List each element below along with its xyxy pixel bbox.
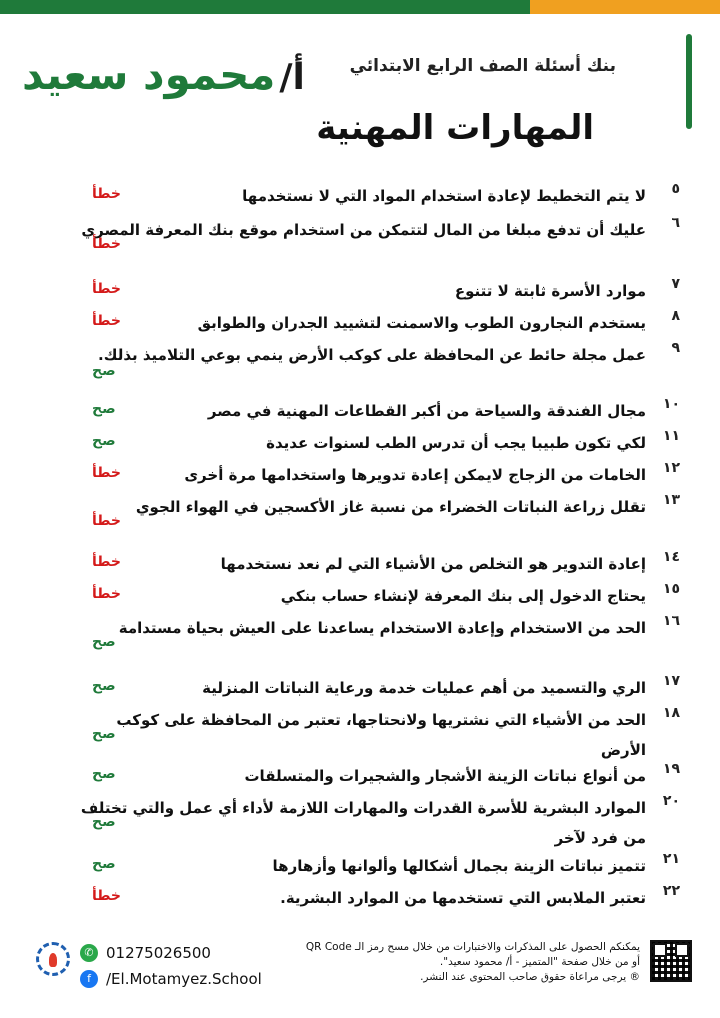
question-item (80, 581, 680, 611)
page-title: المهارات المهنية (316, 108, 594, 148)
answer-label: صح (92, 363, 116, 379)
question-item (80, 851, 680, 881)
question-number: ٩ (671, 340, 680, 356)
question-text: الحد من الأشياء التي نشتريها ولانحتاجها، تعتبر من المحافظة على كوكب الأرض (116, 711, 646, 759)
bank-title: بنك أسئلة الصف الرابع الابتدائي (349, 56, 616, 76)
qr-code-icon[interactable] (650, 940, 692, 982)
question-text: يستخدم النجارون الطوب والاسمنت لتشييد الجدران والطوابق (197, 314, 646, 332)
answer-label: خطأ (92, 313, 121, 329)
question-text: عليك أن تدفع مبلغا من المال لتتمكن من استخدام موقع بنك المعرفة المصري (81, 221, 646, 239)
question-text: يحتاج الدخول إلى بنك المعرفة لإنشاء حساب بنكي (280, 587, 646, 605)
author-prefix: أ/ (279, 57, 305, 98)
facebook-icon: f (80, 970, 98, 988)
question-number: ٢١ (662, 851, 680, 867)
question-text: الخامات من الزجاج لايمكن إعادة تدويرها واستخدامها مرة أخرى (184, 466, 646, 484)
question-text: الحد من الاستخدام وإعادة الاستخدام يساعدنا على العيش بحياة مستدامة (118, 619, 646, 637)
answer-label: خطأ (92, 236, 121, 252)
question-number: ٢٢ (662, 883, 680, 899)
question-text: تتميز نباتات الزينة بجمال أشكالها وألوانها وأزهارها (272, 857, 646, 875)
answer-label: صح (92, 856, 116, 872)
top-color-bar (0, 0, 720, 14)
question-text: تعتبر الملابس التي تستخدمها من الموارد البشرية. (280, 889, 646, 907)
footer-info-line1: يمكنكم الحصول على المذكرات والاختبارات من خلال مسح رمز الـ QR Code (305, 941, 640, 953)
footer-phone (80, 944, 211, 962)
question-text: تقلل زراعة النباتات الخضراء من نسبة غاز الأكسجين في الهواء الجوي (135, 498, 646, 516)
question-number: ١٦ (662, 613, 680, 629)
question-number: ١١ (662, 428, 680, 444)
question-text: الري والتسميد من أهم عمليات خدمة ورعاية النباتات المنزلية (202, 679, 646, 697)
answer-label: صح (92, 766, 116, 782)
question-text: لا يتم التخطيط لإعادة استخدام المواد التي لا نستخدمها (242, 187, 646, 205)
question-number: ١٠ (662, 396, 680, 412)
question-number: ١٩ (662, 761, 680, 777)
answer-label: خطأ (92, 186, 121, 202)
question-number: ١٧ (662, 673, 680, 689)
question-text: عمل مجلة حائط عن المحافظة على كوكب الأرض ينمي بوعي التلاميذ بذلك. (98, 346, 646, 364)
facebook-link[interactable]: /El.Motamyez.School (106, 970, 262, 988)
answer-label: خطأ (92, 281, 121, 297)
question-item (80, 673, 680, 703)
answer-label: صح (92, 433, 116, 449)
question-item (80, 549, 680, 579)
question-number: ١٤ (662, 549, 680, 565)
answer-label: صح (92, 401, 116, 417)
question-number: ٧ (671, 276, 680, 292)
question-item (80, 215, 680, 245)
question-number: ٥ (671, 181, 680, 197)
question-text: مجال الفندقة والسياحة من أكبر القطاعات المهنية في مصر (207, 402, 646, 420)
answer-label: صح (92, 814, 116, 830)
question-number: ١٨ (662, 705, 680, 721)
answer-label: خطأ (92, 465, 121, 481)
footer-info-line2: أو من خلال صفحة "المتميز - أ/ محمود سعيد". (439, 956, 640, 968)
question-number: ٨ (671, 308, 680, 324)
answer-label: صح (92, 634, 116, 650)
question-text: الموارد البشرية للأسرة القدرات والمهارات اللازمة لأداء أي عمل والتي تختلف من فرد لآخر (80, 799, 646, 847)
answer-label: خطأ (92, 513, 121, 529)
school-logo-icon (36, 942, 70, 976)
question-number: ١٣ (662, 492, 680, 508)
question-number: ١٢ (662, 460, 680, 476)
question-number: ١٥ (662, 581, 680, 597)
question-item (80, 181, 680, 211)
answer-label: صح (92, 726, 116, 742)
question-text: موارد الأسرة ثابتة لا تتنوع (454, 282, 646, 300)
question-item (80, 793, 680, 853)
question-item (80, 276, 680, 306)
question-item (80, 308, 680, 338)
title-accent-bar (686, 34, 692, 129)
question-item (80, 396, 680, 426)
answer-label: خطأ (92, 888, 121, 904)
author-logo (22, 50, 305, 99)
answer-label: صح (92, 678, 116, 694)
question-item (80, 883, 680, 913)
question-item (80, 492, 680, 522)
answer-label: خطأ (92, 554, 121, 570)
footer-info-line3: ® يرجى مراعاة حقوق صاحب المحتوى عند النشر. (420, 971, 640, 983)
author-name: محمود سعيد (22, 50, 276, 99)
question-text: من أنواع نباتات الزينة الأشجار والشجيرات والمتسلقات (244, 767, 646, 785)
question-item (80, 705, 680, 765)
question-text: إعادة التدوير هو التخلص من الأشياء التي لم نعد نستخدمها (220, 555, 646, 573)
footer-info (300, 940, 640, 985)
question-item (80, 428, 680, 458)
answer-label: خطأ (92, 586, 121, 602)
question-item (80, 761, 680, 791)
question-number: ٦ (671, 215, 680, 231)
question-item (80, 460, 680, 490)
question-item (80, 613, 680, 643)
question-text: لكي تكون طبيبا يجب أن تدرس الطب لسنوات عديدة (266, 434, 646, 452)
question-item (80, 340, 680, 370)
footer-facebook[interactable] (80, 970, 262, 988)
phone-number: 01275026500 (106, 944, 211, 962)
whatsapp-icon: ✆ (80, 944, 98, 962)
question-number: ٢٠ (662, 793, 680, 809)
